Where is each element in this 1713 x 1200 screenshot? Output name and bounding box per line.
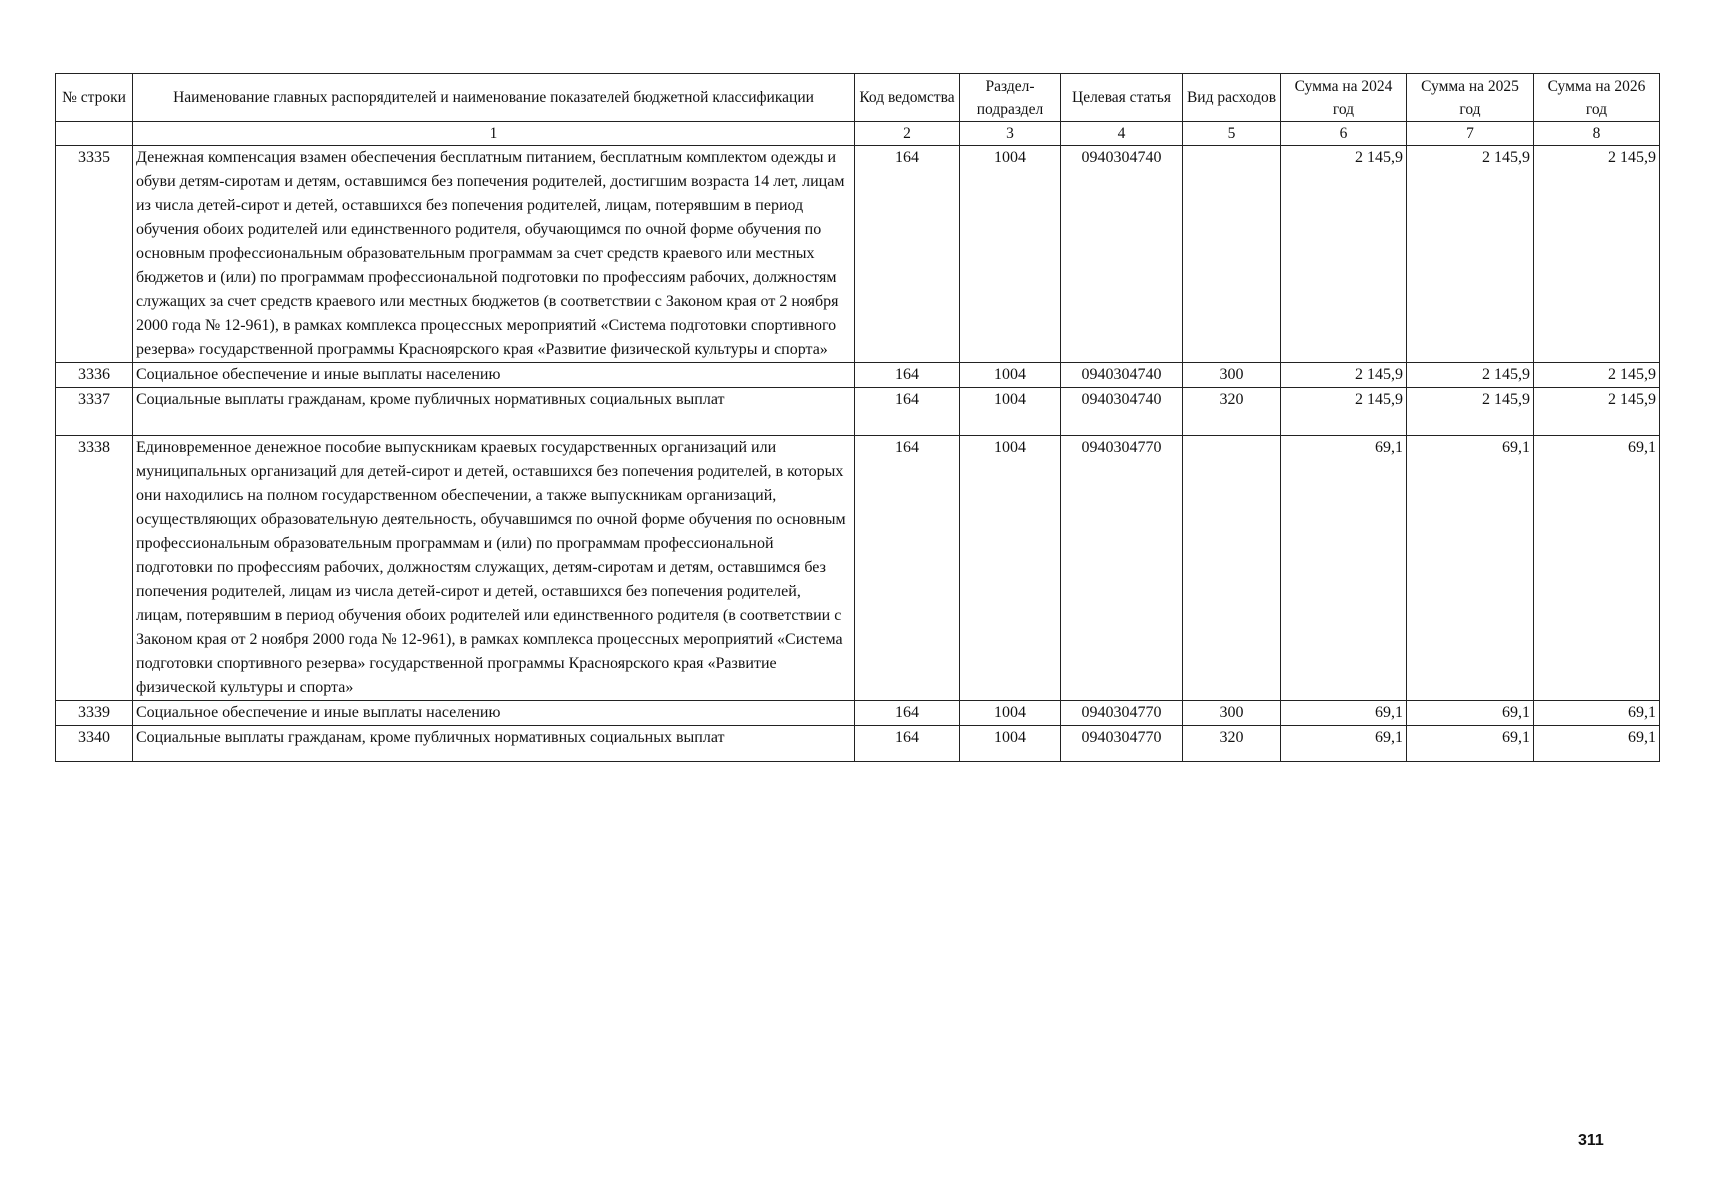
row-number: 3338 — [56, 436, 133, 701]
column-number: 7 — [1407, 122, 1534, 146]
column-number-row — [56, 122, 1660, 146]
row-target: 0940304770 — [1061, 701, 1183, 726]
row-target: 0940304770 — [1061, 436, 1183, 701]
row-expense-type — [1183, 146, 1281, 363]
row-expense-type: 300 — [1183, 363, 1281, 388]
row-sum-2026: 2 145,9 — [1534, 146, 1660, 363]
column-number: 2 — [855, 122, 960, 146]
row-target: 0940304740 — [1061, 388, 1183, 436]
header-row — [56, 74, 1660, 122]
row-sum-2025: 69,1 — [1407, 726, 1534, 762]
row-target: 0940304740 — [1061, 146, 1183, 363]
row-name: Социальные выплаты гражданам, кроме публичных нормативных социальных выплат — [133, 726, 855, 762]
row-number: 3339 — [56, 701, 133, 726]
header-row-no: № строки — [56, 74, 133, 122]
header-sum-2026: Сумма на 2026 год — [1534, 74, 1660, 122]
column-number: 4 — [1061, 122, 1183, 146]
table-row — [56, 701, 1660, 726]
row-sum-2026: 69,1 — [1534, 701, 1660, 726]
row-expense-type — [1183, 436, 1281, 701]
column-number: 6 — [1281, 122, 1407, 146]
row-name: Социальное обеспечение и иные выплаты населению — [133, 363, 855, 388]
row-sum-2024: 69,1 — [1281, 726, 1407, 762]
header-dept-code: Код ведомства — [855, 74, 960, 122]
budget-table — [55, 73, 1660, 762]
column-number: 5 — [1183, 122, 1281, 146]
row-dept-code: 164 — [855, 726, 960, 762]
row-dept-code: 164 — [855, 388, 960, 436]
row-expense-type: 300 — [1183, 701, 1281, 726]
row-sum-2025: 2 145,9 — [1407, 363, 1534, 388]
row-sum-2024: 2 145,9 — [1281, 388, 1407, 436]
page-number: 311 — [1578, 1132, 1604, 1149]
row-name: Социальное обеспечение и иные выплаты населению — [133, 701, 855, 726]
table-row — [56, 146, 1660, 363]
row-section: 1004 — [960, 146, 1061, 363]
row-number: 3336 — [56, 363, 133, 388]
table-row — [56, 726, 1660, 762]
table-row — [56, 363, 1660, 388]
row-sum-2025: 69,1 — [1407, 436, 1534, 701]
row-dept-code: 164 — [855, 701, 960, 726]
header-expense-type: Вид расходов — [1183, 74, 1281, 122]
row-dept-code: 164 — [855, 436, 960, 701]
header-sum-2024: Сумма на 2024 год — [1281, 74, 1407, 122]
row-dept-code: 164 — [855, 363, 960, 388]
table-row — [56, 388, 1660, 436]
row-sum-2026: 2 145,9 — [1534, 388, 1660, 436]
table-row — [56, 436, 1660, 701]
row-number: 3335 — [56, 146, 133, 363]
row-sum-2024: 69,1 — [1281, 436, 1407, 701]
header-name: Наименование главных распорядителей и наименование показателей бюджетной классификации — [133, 74, 855, 122]
row-name: Денежная компенсация взамен обеспечения бесплатным питанием, бесплатным комплектом одежды и обуви детям-сиротам и детям, оставшимся без попечения родителей, достигшим возраста 14 лет, лицам из числа детей-сирот и детей, оставшихся без попечения родителей, лицам, потерявшим в период обучения обоих родителей или единственного родителя, обучающимся по очной форме обучения по основным профессиональным образовательным программам за счет средств краевого или местных бюджетов и (или) по программам профессиональной подготовки по профессиям рабочих, должностям служащих за счет средств краевого или местных бюджетов (в соответствии с Законом края от 2 ноября 2000 года № 12-961), в рамках комплекса процессных мероприятий «Система подготовки спортивного резерва» государственной программы Красноярского края «Развитие физической культуры и спорта» — [133, 146, 855, 363]
row-sum-2026: 2 145,9 — [1534, 363, 1660, 388]
row-expense-type: 320 — [1183, 388, 1281, 436]
header-sum-2025: Сумма на 2025 год — [1407, 74, 1534, 122]
row-target: 0940304770 — [1061, 726, 1183, 762]
row-section: 1004 — [960, 436, 1061, 701]
column-number: 1 — [133, 122, 855, 146]
row-sum-2024: 69,1 — [1281, 701, 1407, 726]
row-section: 1004 — [960, 701, 1061, 726]
row-sum-2024: 2 145,9 — [1281, 363, 1407, 388]
row-dept-code: 164 — [855, 146, 960, 363]
row-expense-type: 320 — [1183, 726, 1281, 762]
header-section: Раздел-подраздел — [960, 74, 1061, 122]
column-number-blank — [56, 122, 133, 146]
row-sum-2026: 69,1 — [1534, 726, 1660, 762]
header-target: Целевая статья — [1061, 74, 1183, 122]
row-sum-2025: 2 145,9 — [1407, 146, 1534, 363]
row-name: Единовременное денежное пособие выпускникам краевых государственных организаций или муниципальных организаций для детей-сирот и детей, оставшихся без попечения родителей, в которых они находились на полном государственном обеспечении, а также выпускникам организаций, осуществляющих образовательную деятельность, обучавшимся по очной форме обучения по основным профессиональным образовательным программам и (или) по программам профессиональной подготовки по профессиям рабочих, должностям служащих, детям-сиротам и детям, оставшимся без попечения родителей, лицам из числа детей-сирот и детей, оставшихся без попечения родителей, лицам, потерявшим в период обучения обоих родителей или единственного родителя (в соответствии с Законом края от 2 ноября 2000 года № 12-961), в рамках комплекса процессных мероприятий «Система подготовки спортивного резерва» государственной программы Красноярского края «Развитие физической культуры и спорта» — [133, 436, 855, 701]
row-number: 3337 — [56, 388, 133, 436]
column-number: 3 — [960, 122, 1061, 146]
row-sum-2025: 2 145,9 — [1407, 388, 1534, 436]
row-section: 1004 — [960, 363, 1061, 388]
row-target: 0940304740 — [1061, 363, 1183, 388]
row-sum-2025: 69,1 — [1407, 701, 1534, 726]
row-section: 1004 — [960, 388, 1061, 436]
row-sum-2026: 69,1 — [1534, 436, 1660, 701]
row-number: 3340 — [56, 726, 133, 762]
column-number: 8 — [1534, 122, 1660, 146]
row-section: 1004 — [960, 726, 1061, 762]
row-name: Социальные выплаты гражданам, кроме публичных нормативных социальных выплат — [133, 388, 855, 436]
row-sum-2024: 2 145,9 — [1281, 146, 1407, 363]
